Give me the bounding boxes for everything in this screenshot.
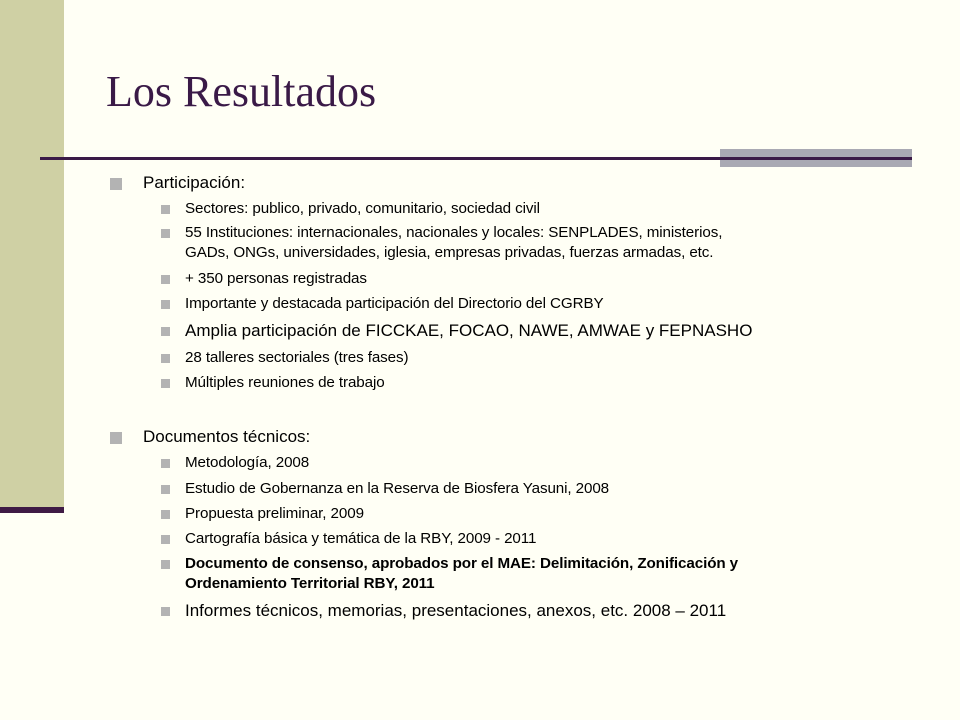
bullet-icon (161, 354, 170, 363)
bullet-icon (161, 379, 170, 388)
list-item: + 350 personas registradas (185, 270, 367, 287)
bullet-icon (161, 229, 170, 238)
bullet-icon (161, 205, 170, 214)
list-item: Propuesta preliminar, 2009 (185, 505, 364, 522)
bullet-icon (161, 275, 170, 284)
bullet-icon (161, 510, 170, 519)
bullet-icon (161, 485, 170, 494)
bullet-icon (161, 535, 170, 544)
list-item: 28 talleres sectoriales (tres fases) (185, 349, 409, 366)
section-heading-participacion: Participación: (143, 173, 246, 192)
list-item: Cartografía básica y temática de la RBY, 2009 - 2011 (185, 530, 537, 547)
list-item: Metodología, 2008 (185, 454, 310, 471)
bullet-icon (161, 560, 170, 569)
bullet-icon (161, 459, 170, 468)
bullet-icon (161, 607, 170, 616)
list-item: Importante y destacada participación del Directorio del CGRBY (185, 295, 604, 312)
section-heading-documentos: Documentos técnicos: (143, 427, 311, 446)
list-item-bold: Documento de consenso, aprobados por el MAE: Delimitación, Zonificación y (185, 555, 739, 572)
bullet-icon (161, 300, 170, 309)
list-item-continuation: GADs, ONGs, universidades, iglesia, empresas privadas, fuerzas armadas, etc. (185, 244, 714, 261)
slide-title: Los Resultados (106, 67, 377, 116)
bullet-icon (110, 178, 122, 190)
list-item: Sectores: publico, privado, comunitario, sociedad civil (185, 200, 540, 217)
list-item: Estudio de Gobernanza en la Reserva de Biosfera Yasuni, 2008 (185, 480, 610, 497)
list-item: Amplia participación de FICCKAE, FOCAO, NAWE, AMWAE y FEPNASHO (185, 321, 753, 340)
list-item-bold-continuation: Ordenamiento Territorial RBY, 2011 (185, 575, 435, 592)
list-item: 55 Instituciones: internacionales, nacionales y locales: SENPLADES, ministerios, (185, 224, 723, 241)
list-item: Informes técnicos, memorias, presentaciones, anexos, etc. 2008 – 2011 (185, 601, 727, 620)
list-item: Múltiples reuniones de trabajo (185, 374, 385, 391)
bullet-icon (110, 432, 122, 444)
bullet-icon (161, 327, 170, 336)
